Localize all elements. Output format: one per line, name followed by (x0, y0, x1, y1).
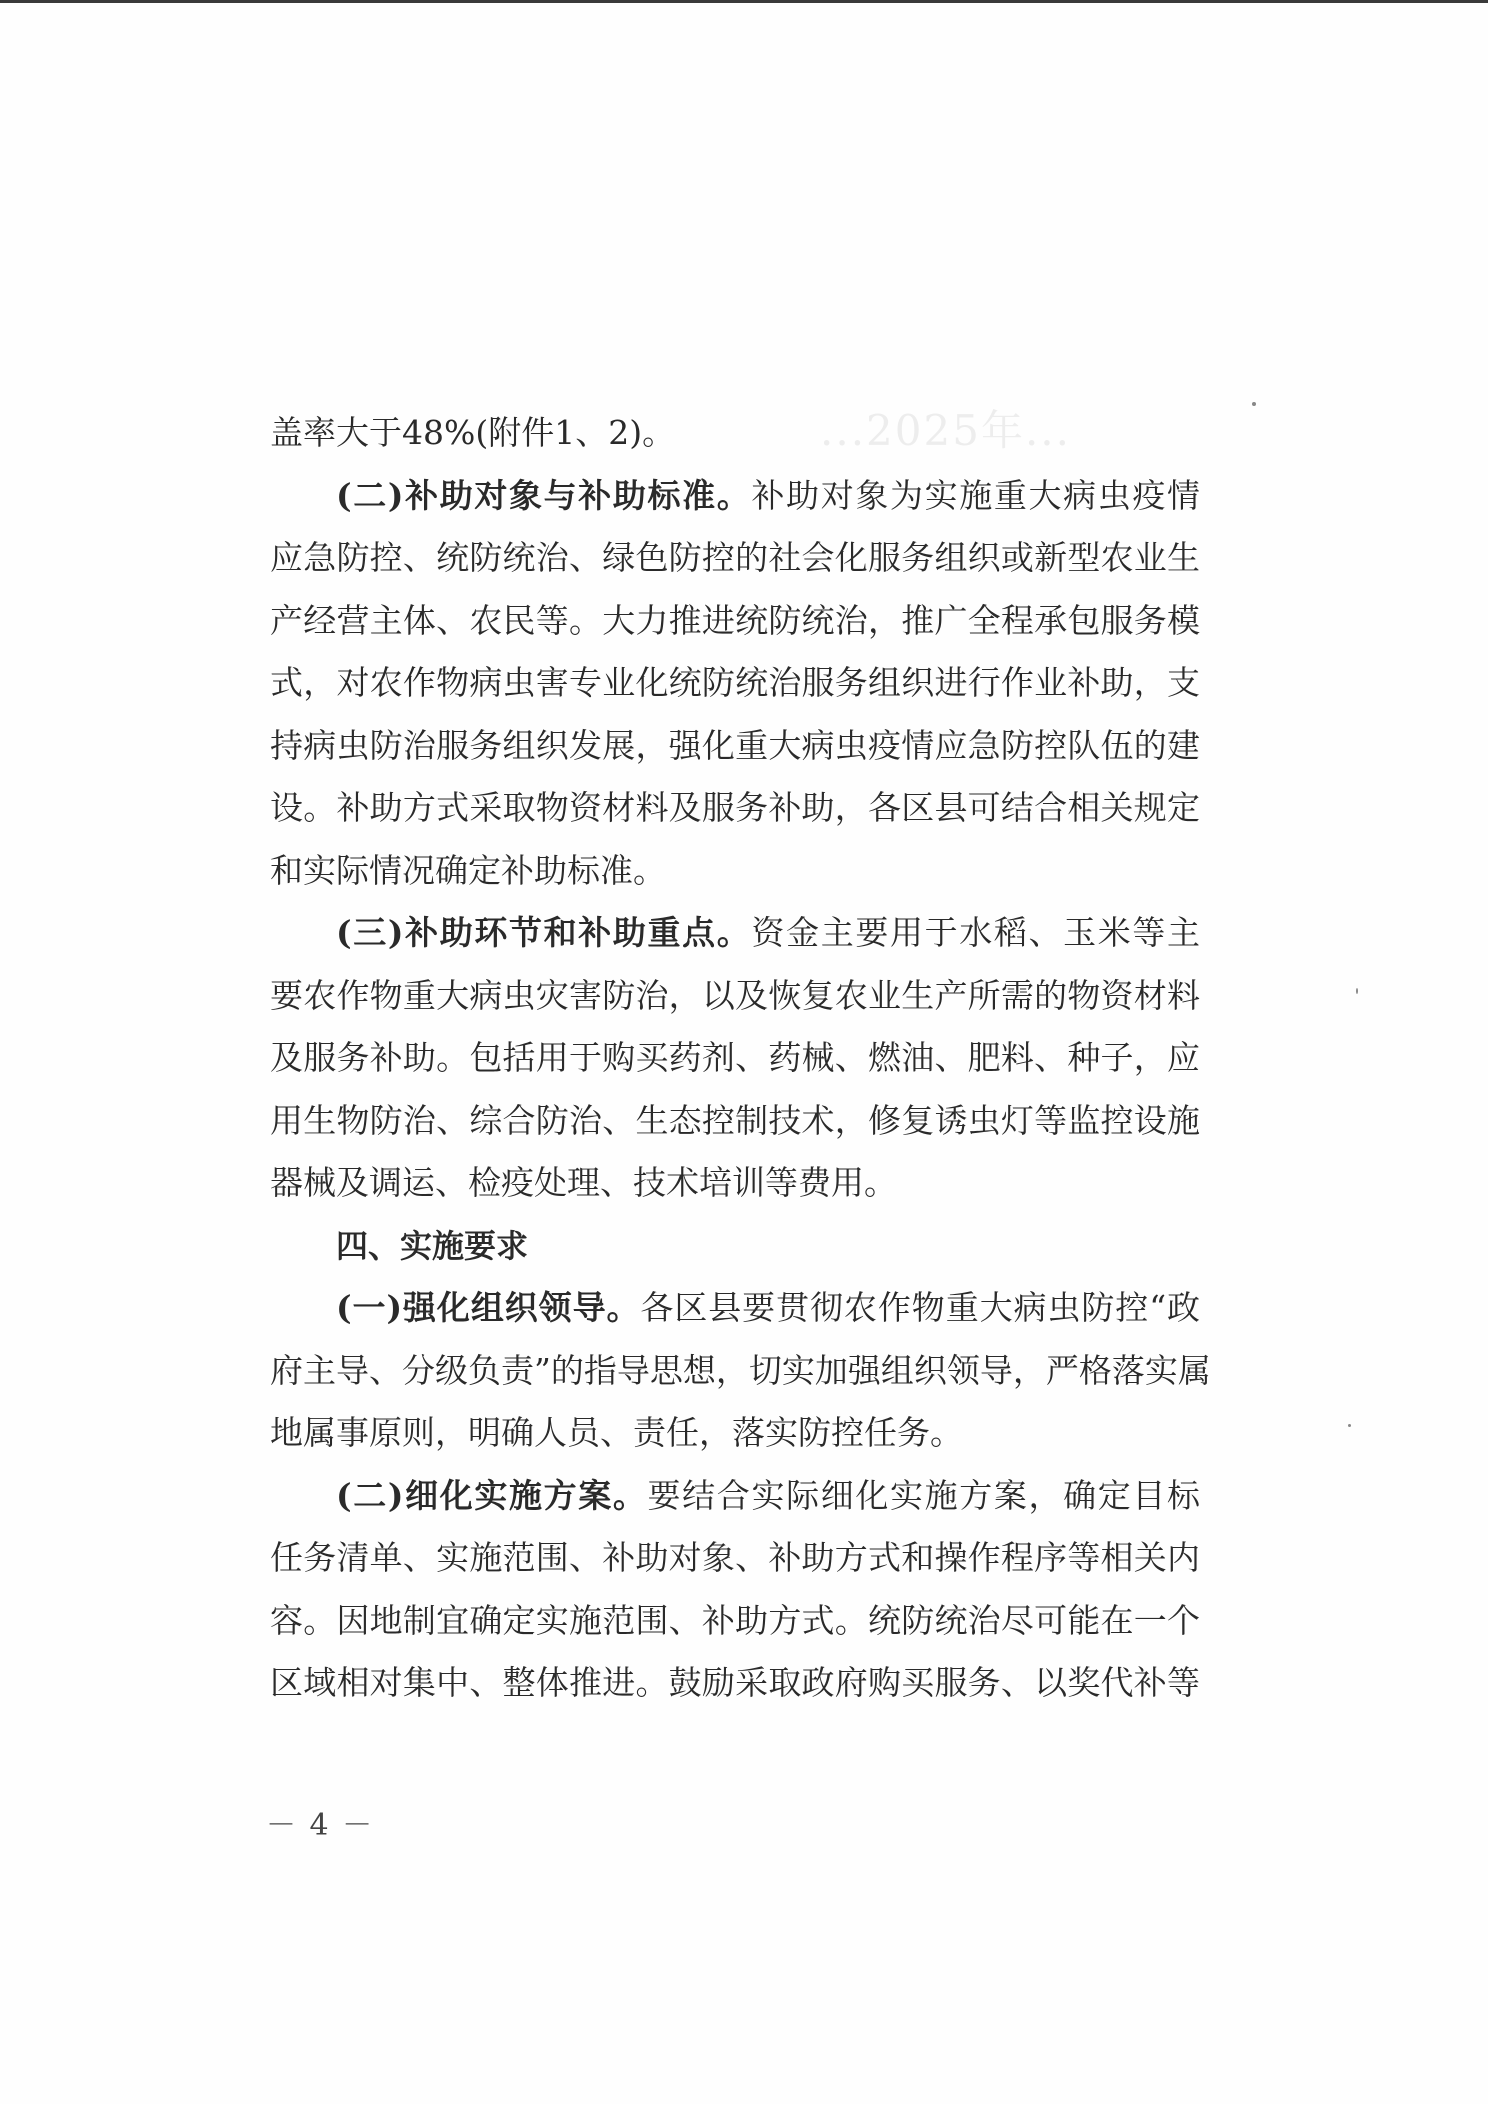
paragraph-line: 任务清单、实施范围、补助对象、补助方式和操作程序等相关内 (270, 1538, 1200, 1577)
paragraph-line: (一)强化组织领导。各区县要贯彻农作物重大病虫防控“政 (336, 1288, 1200, 1327)
paragraph-line: 持病虫防治服务组织发展，强化重大病虫疫情应急防控队伍的建 (270, 725, 1200, 765)
paragraph-line: 府主导、分级负责”的指导思想，切实加强组织领导，严格落实属 (270, 1350, 1211, 1390)
paragraph-line: 区域相对集中、整体推进。鼓励采取政府购买服务、以奖代补等 (270, 1663, 1200, 1702)
paragraph-line: 要农作物重大病虫灾害防治，以及恢复农业生产所需的物资材料 (270, 975, 1200, 1015)
paragraph-line: 盖率大于48%(附件1、2)。 (270, 413, 676, 452)
page-number: － 4 － (266, 1808, 375, 1843)
paragraph-line: 用生物防治、综合防治、生态控制技术，修复诱虫灯等监控设施 (270, 1100, 1200, 1140)
paragraph-line: 地属事原则，明确人员、责任，落实防控任务。 (270, 1413, 963, 1452)
scan-top-edge (0, 0, 1488, 3)
paragraph-line: 器械及调运、检疫处理、技术培训等费用。 (270, 1163, 897, 1202)
paragraph-line: 式，对农作物病虫害专业化统防统治服务组织进行作业补助，支 (270, 663, 1200, 702)
section-lead: (二)细化实施方案。 (336, 1475, 648, 1515)
paragraph-line: (二)补助对象与补助标准。补助对象为实施重大病虫疫情 (336, 475, 1201, 515)
body-text (270, 402, 1211, 1715)
section-lead: (二)补助对象与补助标准。 (336, 475, 752, 515)
section-lead: (三)补助环节和补助重点。 (336, 913, 752, 952)
paragraph-line: 和实际情况确定补助标准。 (270, 850, 666, 890)
paragraph-line: (二)细化实施方案。要结合实际细化实施方案，确定目标 (336, 1475, 1201, 1515)
section-lead: (一)强化组织领导。 (336, 1288, 641, 1327)
paragraph-line: 及服务补助。包括用于购买药剂、药械、燃油、肥料、种子，应 (270, 1038, 1200, 1077)
scan-speck (1356, 988, 1358, 994)
section-heading: 四、实施要求 (336, 1226, 529, 1265)
scan-speck (1252, 402, 1256, 406)
paragraph-line: 产经营主体、农民等。大力推进统防统治，推广全程承包服务模 (270, 600, 1200, 640)
paragraph-line: 容。因地制宜确定实施范围、补助方式。统防统治尽可能在一个 (270, 1600, 1200, 1640)
paragraph-line: 设。补助方式采取物资材料及服务补助，各区县可结合相关规定 (270, 788, 1200, 827)
paragraph-line: 应急防控、统防统治、绿色防控的社会化服务组织或新型农业生 (270, 538, 1200, 577)
paragraph-line: (三)补助环节和补助重点。资金主要用于水稻、玉米等主 (336, 913, 1201, 952)
scan-speck (1348, 1424, 1351, 1427)
bleed-through-text: ...2025年... (820, 406, 1071, 455)
